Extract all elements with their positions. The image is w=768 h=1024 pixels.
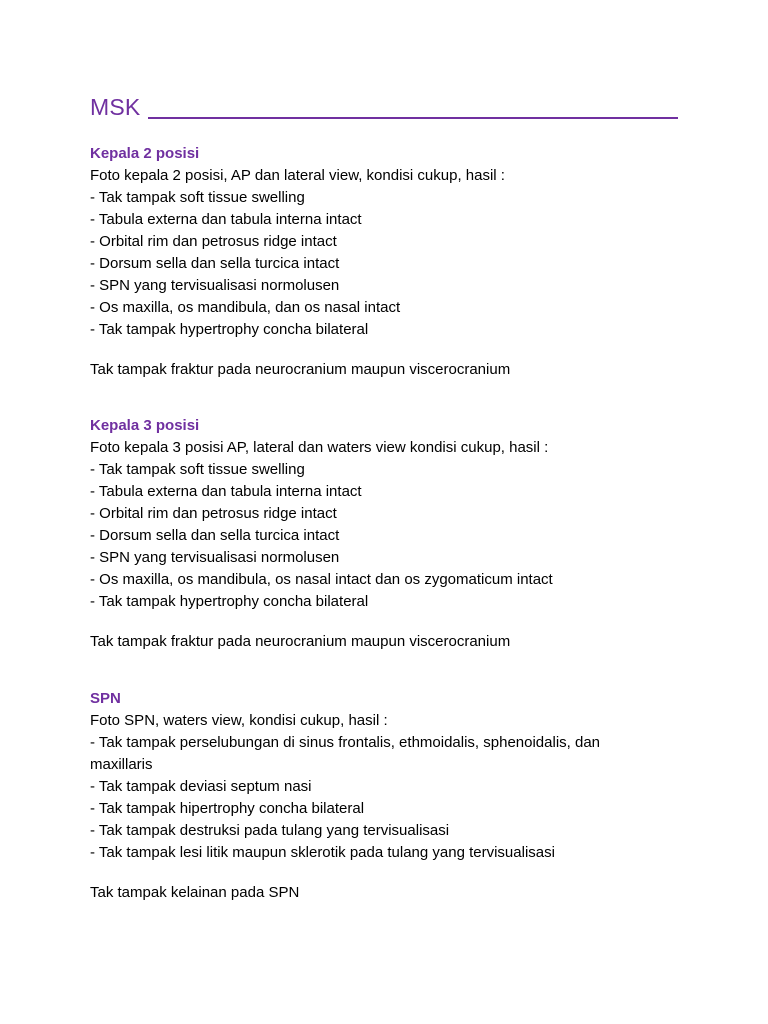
finding-item: - Tabula externa dan tabula interna intact: [90, 483, 362, 500]
finding-item: - SPN yang tervisualisasi normolusen: [90, 277, 340, 294]
finding-item: - Orbital rim dan petrosus ridge intact: [90, 233, 337, 250]
section-conclusion: Tak tampak kelainan pada SPN: [90, 884, 300, 901]
section-kepala-2-posisi: [90, 143, 690, 381]
finding-item: - Tak tampak perselubungan di sinus frontalis, ethmoidalis, sphenoidalis, dan maxillaris: [90, 734, 601, 773]
finding-item: - Dorsum sella dan sella turcica intact: [90, 527, 340, 544]
findings-list: [90, 187, 690, 341]
finding-item: - Os maxilla, os mandibula, dan os nasal intact: [90, 299, 401, 316]
finding-item: - Tak tampak hypertrophy concha bilateral: [90, 321, 369, 338]
finding-item: - Tak tampak destruksi pada tulang yang tervisualisasi: [90, 822, 450, 839]
finding-item: - SPN yang tervisualisasi normolusen: [90, 549, 340, 566]
finding-item: - Tak tampak hipertrophy concha bilateral: [90, 800, 365, 817]
section-kepala-3-posisi: [90, 415, 690, 653]
section-spn: [90, 688, 650, 904]
finding-item: - Tak tampak lesi litik maupun sklerotik pada tulang yang tervisualisasi: [90, 844, 555, 861]
finding-item: - Tak tampak soft tissue swelling: [90, 461, 305, 478]
section-intro: Foto kepala 2 posisi, AP dan lateral view, kondisi cukup, hasil :: [90, 167, 505, 184]
section-intro: Foto SPN, waters view, kondisi cukup, hasil :: [90, 712, 388, 729]
section-heading: Kepala 2 posisi: [90, 145, 200, 162]
findings-list: [90, 732, 650, 864]
page-title: MSK: [90, 94, 141, 120]
finding-item: - Dorsum sella dan sella turcica intact: [90, 255, 340, 272]
section-intro: Foto kepala 3 posisi AP, lateral dan waters view kondisi cukup, hasil :: [90, 439, 549, 456]
section-conclusion: Tak tampak fraktur pada neurocranium maupun viscerocranium: [90, 633, 511, 650]
finding-item: - Os maxilla, os mandibula, os nasal intact dan os zygomaticum intact: [90, 571, 553, 588]
finding-item: - Tak tampak soft tissue swelling: [90, 189, 305, 206]
title-underline: [148, 117, 678, 119]
finding-item: - Orbital rim dan petrosus ridge intact: [90, 505, 337, 522]
section-heading: SPN: [90, 690, 121, 707]
section-conclusion: Tak tampak fraktur pada neurocranium maupun viscerocranium: [90, 361, 511, 378]
finding-item: - Tak tampak deviasi septum nasi: [90, 778, 312, 795]
findings-list: [90, 459, 690, 613]
finding-item: - Tak tampak hypertrophy concha bilateral: [90, 593, 369, 610]
finding-item: - Tabula externa dan tabula interna intact: [90, 211, 362, 228]
section-heading: Kepala 3 posisi: [90, 417, 200, 434]
